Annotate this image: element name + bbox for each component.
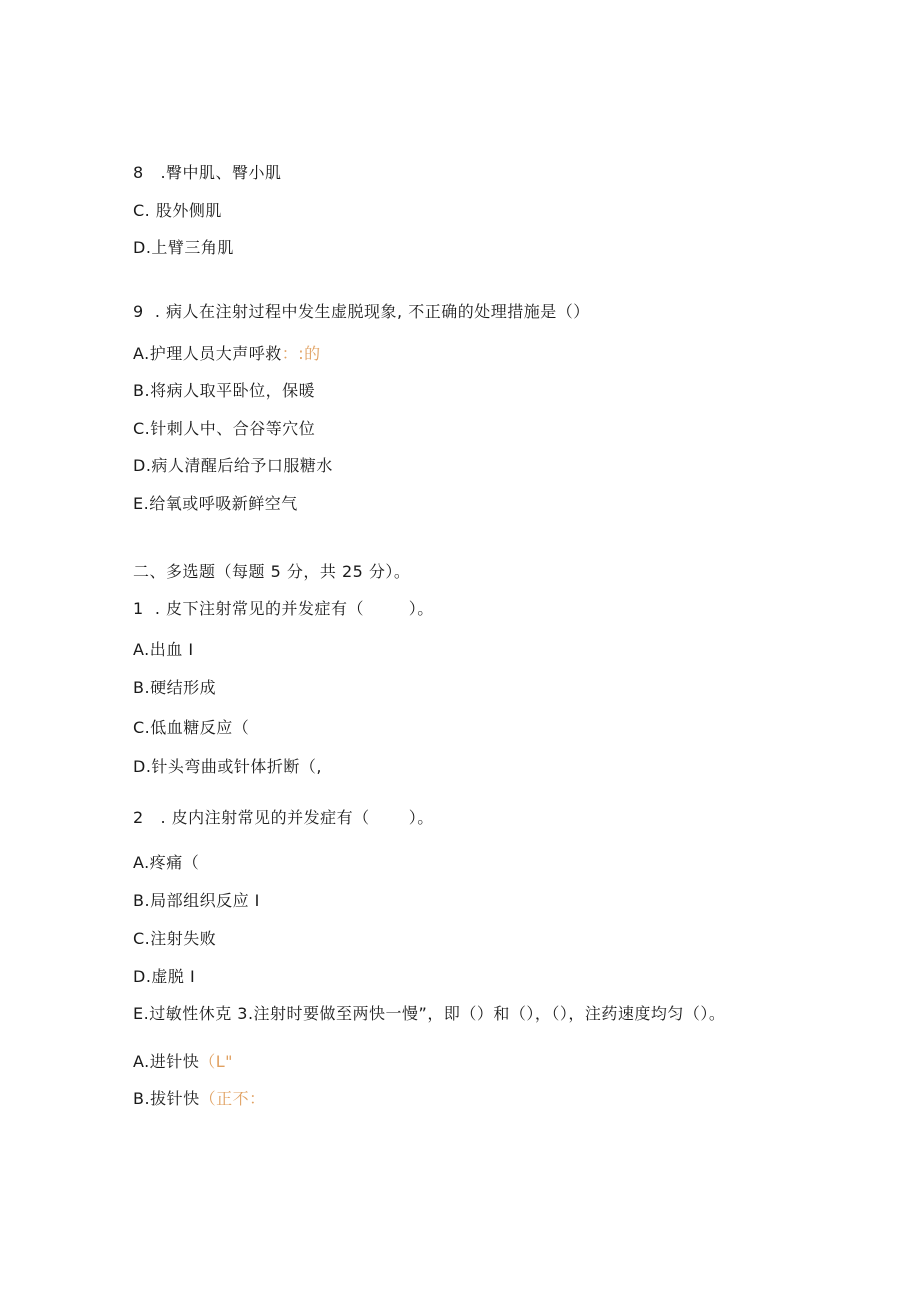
q3-option-a-text: A.进针快	[133, 1052, 200, 1071]
option-d: D.上臂三角肌	[133, 238, 234, 257]
question-9: 9 . 病人在注射过程中发生虚脱现象, 不正确的处理措施是（）	[133, 302, 590, 321]
q9-option-a-text: A.护理人员大声呼救	[133, 344, 282, 363]
m2-option-e-and-question-3: E.过敏性休克 3.注射时要做至两快一慢”，即（）和（），（），注药速度均匀（）。	[133, 1004, 726, 1023]
q3-option-b-text: B.拔针快	[133, 1089, 200, 1108]
section-heading: 二、多选题（每题 5 分，共 25 分）。	[133, 562, 411, 581]
q3-option-a	[133, 1052, 233, 1072]
handwritten-annotation: （L"	[199, 1052, 234, 1071]
q9-option-b: B.将病人取平卧位，保暖	[133, 381, 316, 400]
m2-option-a: A.疼痛（	[133, 853, 200, 872]
m1-option-c: C.低血糖反应（	[133, 718, 250, 737]
question-m2: 2 . 皮内注射常见的并发症有（ ）。	[133, 808, 434, 827]
q9-option-d: D.病人清醒后给予口服糖水	[133, 456, 333, 475]
m1-option-a: A.出血 I	[133, 640, 194, 659]
handwritten-annotation: （正不：	[199, 1089, 266, 1108]
q9-option-e: E.给氧或呼吸新鲜空气	[133, 494, 298, 513]
m2-option-b: B.局部组织反应 I	[133, 891, 260, 910]
m2-option-c: C.注射失败	[133, 929, 217, 948]
m1-option-b: B.硬结形成	[133, 678, 217, 697]
option-c: C. 股外侧肌	[133, 201, 222, 220]
q9-option-a	[133, 344, 321, 364]
q9-option-c: C.针刺人中、合谷等穴位	[133, 419, 316, 438]
question-m1: 1 . 皮下注射常见的并发症有（ ）。	[133, 599, 434, 618]
m1-option-d: D.针头弯曲或针体折断（,	[133, 757, 322, 776]
q3-option-b	[133, 1089, 266, 1109]
m2-option-d: D.虚脱 I	[133, 967, 196, 986]
option-8: 8 .臀中肌、臀小肌	[133, 163, 282, 182]
handwritten-annotation: ：:的	[281, 344, 321, 363]
